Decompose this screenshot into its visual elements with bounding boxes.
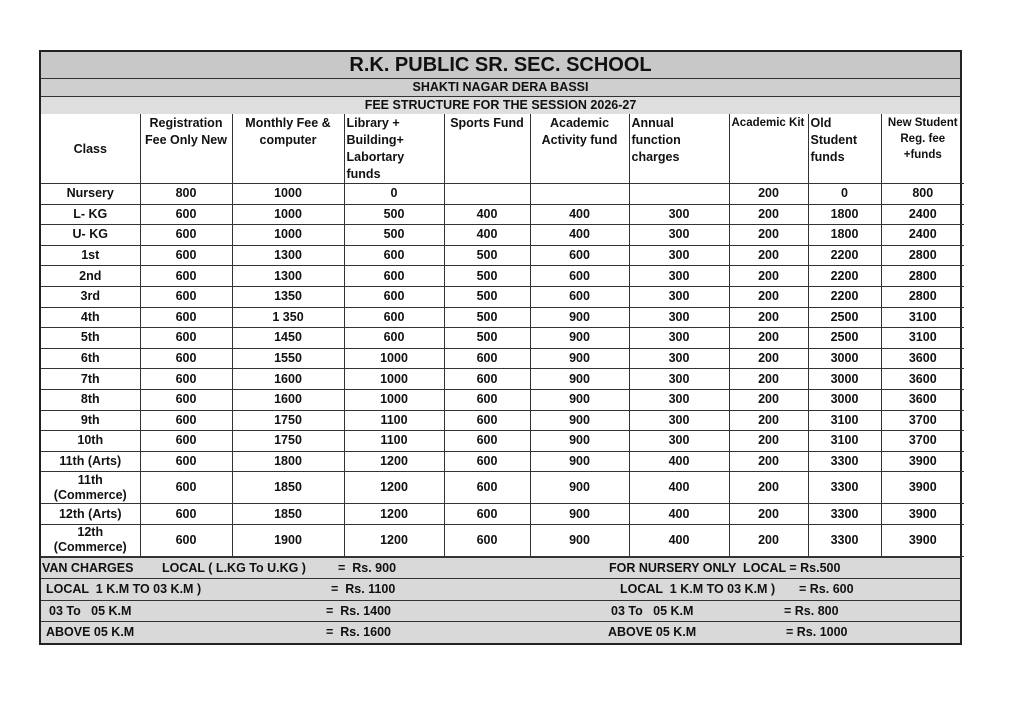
table-row — [41, 504, 964, 525]
session-title: FEE STRUCTURE FOR THE SESSION 2026-27 — [41, 97, 960, 114]
col-header-old-student: Old Student funds — [808, 114, 881, 184]
cell-new: 3600 — [881, 389, 964, 410]
cell-annual: 400 — [629, 504, 729, 525]
cell-old: 2200 — [808, 245, 881, 266]
cell-annual: 300 — [629, 328, 729, 349]
table-row — [41, 328, 964, 349]
cell-class: 3rd — [41, 286, 140, 307]
cell-old: 3300 — [808, 451, 881, 472]
cell-annual: 300 — [629, 266, 729, 287]
cell-class: 4th — [41, 307, 140, 328]
van-charges — [41, 557, 960, 643]
cell-old: 0 — [808, 184, 881, 205]
cell-kit: 200 — [729, 204, 808, 225]
van-row — [41, 557, 960, 579]
van-general-amount: = Rs. 1600 — [326, 625, 391, 640]
cell-library: 0 — [344, 184, 444, 205]
cell-sports: 400 — [444, 225, 530, 246]
cell-library: 1200 — [344, 504, 444, 525]
cell-monthly: 1000 — [232, 184, 344, 205]
cell-annual: 300 — [629, 348, 729, 369]
cell-reg: 800 — [140, 184, 232, 205]
cell-reg: 600 — [140, 504, 232, 525]
cell-new: 3600 — [881, 348, 964, 369]
van-general-amount: = Rs. 1100 — [331, 582, 396, 597]
table-row — [41, 524, 964, 556]
cell-new: 2800 — [881, 266, 964, 287]
cell-annual: 400 — [629, 451, 729, 472]
cell-activity — [530, 184, 629, 205]
cell-sports: 600 — [444, 451, 530, 472]
cell-sports: 500 — [444, 328, 530, 349]
cell-monthly: 1600 — [232, 389, 344, 410]
cell-library: 600 — [344, 266, 444, 287]
cell-sports: 600 — [444, 389, 530, 410]
cell-reg: 600 — [140, 328, 232, 349]
cell-new: 800 — [881, 184, 964, 205]
cell-library: 1000 — [344, 389, 444, 410]
cell-annual: 300 — [629, 225, 729, 246]
cell-activity: 900 — [530, 410, 629, 431]
cell-new: 3600 — [881, 369, 964, 390]
van-row — [41, 621, 960, 643]
cell-activity: 400 — [530, 225, 629, 246]
cell-library: 1100 — [344, 431, 444, 452]
col-header-class: Class — [41, 114, 140, 184]
cell-monthly: 1000 — [232, 225, 344, 246]
van-general-range: LOCAL 1 K.M TO 03 K.M ) — [46, 582, 202, 597]
cell-old: 1800 — [808, 225, 881, 246]
cell-new: 2800 — [881, 245, 964, 266]
cell-kit: 200 — [729, 451, 808, 472]
cell-library: 500 — [344, 225, 444, 246]
cell-library: 1000 — [344, 369, 444, 390]
cell-kit: 200 — [729, 389, 808, 410]
cell-class: 1st — [41, 245, 140, 266]
cell-reg: 600 — [140, 286, 232, 307]
cell-reg: 600 — [140, 524, 232, 556]
cell-new: 3700 — [881, 431, 964, 452]
cell-activity: 900 — [530, 472, 629, 504]
cell-monthly: 1850 — [232, 472, 344, 504]
cell-sports: 500 — [444, 307, 530, 328]
cell-old: 3300 — [808, 504, 881, 525]
cell-activity: 900 — [530, 348, 629, 369]
fee-structure-sheet — [39, 50, 962, 645]
cell-library: 600 — [344, 245, 444, 266]
cell-activity: 900 — [530, 389, 629, 410]
cell-class: 7th — [41, 369, 140, 390]
cell-class: 12th (Arts) — [41, 504, 140, 525]
van-nursery-amount: = Rs. 800 — [784, 603, 839, 618]
cell-activity: 900 — [530, 328, 629, 349]
col-header-library: Library + Building+ Labortary funds — [344, 114, 444, 184]
cell-new: 3700 — [881, 410, 964, 431]
cell-old: 3300 — [808, 472, 881, 504]
cell-new: 2400 — [881, 204, 964, 225]
cell-monthly: 1800 — [232, 451, 344, 472]
cell-sports: 600 — [444, 369, 530, 390]
cell-class: 10th — [41, 431, 140, 452]
cell-monthly: 1350 — [232, 286, 344, 307]
cell-old: 3100 — [808, 410, 881, 431]
van-nursery-range: 03 To 05 K.M — [611, 603, 694, 618]
table-row — [41, 451, 964, 472]
cell-sports: 600 — [444, 348, 530, 369]
cell-old: 3300 — [808, 524, 881, 556]
school-name: R.K. PUBLIC SR. SEC. SCHOOL — [41, 52, 960, 79]
cell-sports: 600 — [444, 410, 530, 431]
cell-reg: 600 — [140, 348, 232, 369]
table-row — [41, 431, 964, 452]
cell-new: 2400 — [881, 225, 964, 246]
cell-sports: 400 — [444, 204, 530, 225]
cell-monthly: 1000 — [232, 204, 344, 225]
cell-new: 3100 — [881, 307, 964, 328]
cell-annual: 300 — [629, 410, 729, 431]
cell-monthly: 1300 — [232, 266, 344, 287]
van-nursery-amount: = Rs. 1000 — [786, 625, 848, 640]
cell-reg: 600 — [140, 389, 232, 410]
cell-sports: 500 — [444, 266, 530, 287]
cell-new: 3900 — [881, 504, 964, 525]
cell-new: 3900 — [881, 524, 964, 556]
van-nursery-amount: = Rs. 600 — [799, 582, 854, 597]
van-nursery-range: LOCAL 1 K.M TO 03 K.M ) — [620, 582, 776, 597]
table-row — [41, 245, 964, 266]
cell-sports — [444, 184, 530, 205]
cell-annual: 300 — [629, 307, 729, 328]
col-header-monthly: Monthly Fee & computer — [232, 114, 344, 184]
cell-old: 3000 — [808, 369, 881, 390]
cell-activity: 600 — [530, 266, 629, 287]
cell-annual: 300 — [629, 369, 729, 390]
cell-annual — [629, 184, 729, 205]
cell-new: 3900 — [881, 451, 964, 472]
van-general-range: LOCAL ( L.KG To U.KG ) — [162, 560, 306, 575]
table-row — [41, 389, 964, 410]
cell-sports: 600 — [444, 472, 530, 504]
cell-class: 12th (Commerce) — [41, 524, 140, 556]
cell-reg: 600 — [140, 245, 232, 266]
table-row — [41, 286, 964, 307]
van-general-range: 03 To 05 K.M — [49, 603, 132, 618]
cell-annual: 300 — [629, 245, 729, 266]
cell-class: 5th — [41, 328, 140, 349]
cell-sports: 600 — [444, 431, 530, 452]
cell-class: 6th — [41, 348, 140, 369]
cell-sports: 500 — [444, 286, 530, 307]
cell-kit: 200 — [729, 504, 808, 525]
cell-library: 1100 — [344, 410, 444, 431]
col-header-activity: Academic Activity fund — [530, 114, 629, 184]
cell-class: 11th (Arts) — [41, 451, 140, 472]
cell-activity: 900 — [530, 431, 629, 452]
fee-table-body — [41, 184, 964, 557]
header-row — [41, 114, 964, 184]
van-nursery-range: ABOVE 05 K.M — [608, 625, 697, 640]
table-row — [41, 472, 964, 504]
cell-annual: 400 — [629, 524, 729, 556]
van-nursery-range: FOR NURSERY ONLY LOCAL = Rs.500 — [609, 560, 841, 575]
cell-kit: 200 — [729, 348, 808, 369]
cell-kit: 200 — [729, 369, 808, 390]
cell-reg: 600 — [140, 410, 232, 431]
cell-annual: 300 — [629, 204, 729, 225]
table-row — [41, 184, 964, 205]
cell-kit: 200 — [729, 524, 808, 556]
cell-activity: 600 — [530, 245, 629, 266]
cell-library: 600 — [344, 328, 444, 349]
cell-sports: 600 — [444, 524, 530, 556]
cell-new: 2800 — [881, 286, 964, 307]
cell-library: 600 — [344, 307, 444, 328]
cell-annual: 300 — [629, 431, 729, 452]
cell-new: 3900 — [881, 472, 964, 504]
cell-annual: 400 — [629, 472, 729, 504]
cell-class: U- KG — [41, 225, 140, 246]
van-charges-label: VAN CHARGES — [42, 560, 134, 575]
cell-class: Nursery — [41, 184, 140, 205]
cell-class: 2nd — [41, 266, 140, 287]
cell-library: 1000 — [344, 348, 444, 369]
cell-kit: 200 — [729, 431, 808, 452]
fee-table — [41, 114, 964, 557]
school-location: SHAKTI NAGAR DERA BASSI — [41, 79, 960, 97]
van-general-range: ABOVE 05 K.M — [46, 625, 135, 640]
cell-kit: 200 — [729, 307, 808, 328]
cell-monthly: 1750 — [232, 410, 344, 431]
cell-reg: 600 — [140, 451, 232, 472]
cell-kit: 200 — [729, 286, 808, 307]
cell-monthly: 1450 — [232, 328, 344, 349]
cell-activity: 900 — [530, 369, 629, 390]
cell-monthly: 1600 — [232, 369, 344, 390]
cell-sports: 600 — [444, 504, 530, 525]
cell-reg: 600 — [140, 204, 232, 225]
cell-kit: 200 — [729, 266, 808, 287]
col-header-kit: Academic Kit — [729, 114, 808, 184]
van-row — [41, 578, 960, 600]
col-header-registration: Registration Fee Only New — [140, 114, 232, 184]
cell-old: 2200 — [808, 286, 881, 307]
cell-activity: 900 — [530, 524, 629, 556]
cell-kit: 200 — [729, 328, 808, 349]
cell-kit: 200 — [729, 245, 808, 266]
table-row — [41, 348, 964, 369]
cell-reg: 600 — [140, 431, 232, 452]
cell-monthly: 1550 — [232, 348, 344, 369]
cell-sports: 500 — [444, 245, 530, 266]
cell-activity: 900 — [530, 451, 629, 472]
cell-monthly: 1750 — [232, 431, 344, 452]
col-header-sports: Sports Fund — [444, 114, 530, 184]
cell-kit: 200 — [729, 410, 808, 431]
cell-old: 1800 — [808, 204, 881, 225]
cell-old: 2500 — [808, 328, 881, 349]
cell-old: 2500 — [808, 307, 881, 328]
cell-class: 9th — [41, 410, 140, 431]
cell-reg: 600 — [140, 225, 232, 246]
cell-kit: 200 — [729, 184, 808, 205]
cell-class: 11th (Commerce) — [41, 472, 140, 504]
table-row — [41, 307, 964, 328]
cell-activity: 600 — [530, 286, 629, 307]
table-row — [41, 410, 964, 431]
cell-monthly: 1900 — [232, 524, 344, 556]
cell-old: 2200 — [808, 266, 881, 287]
cell-annual: 300 — [629, 286, 729, 307]
cell-kit: 200 — [729, 225, 808, 246]
cell-kit: 200 — [729, 472, 808, 504]
table-row — [41, 204, 964, 225]
cell-library: 1200 — [344, 472, 444, 504]
cell-library: 500 — [344, 204, 444, 225]
cell-reg: 600 — [140, 472, 232, 504]
table-row — [41, 225, 964, 246]
cell-activity: 400 — [530, 204, 629, 225]
cell-library: 600 — [344, 286, 444, 307]
cell-old: 3100 — [808, 431, 881, 452]
cell-reg: 600 — [140, 266, 232, 287]
cell-monthly: 1 350 — [232, 307, 344, 328]
van-general-amount: = Rs. 900 — [338, 560, 397, 575]
van-general-amount: = Rs. 1400 — [326, 603, 391, 618]
cell-monthly: 1850 — [232, 504, 344, 525]
cell-monthly: 1300 — [232, 245, 344, 266]
cell-activity: 900 — [530, 504, 629, 525]
cell-class: 8th — [41, 389, 140, 410]
cell-annual: 300 — [629, 389, 729, 410]
cell-new: 3100 — [881, 328, 964, 349]
cell-old: 3000 — [808, 389, 881, 410]
cell-reg: 600 — [140, 307, 232, 328]
cell-old: 3000 — [808, 348, 881, 369]
cell-library: 1200 — [344, 524, 444, 556]
cell-library: 1200 — [344, 451, 444, 472]
table-row — [41, 266, 964, 287]
cell-class: L- KG — [41, 204, 140, 225]
table-row — [41, 369, 964, 390]
col-header-new-student: New Student Reg. fee +funds — [881, 114, 964, 184]
cell-reg: 600 — [140, 369, 232, 390]
col-header-annual: Annual function charges — [629, 114, 729, 184]
van-row — [41, 600, 960, 622]
cell-activity: 900 — [530, 307, 629, 328]
